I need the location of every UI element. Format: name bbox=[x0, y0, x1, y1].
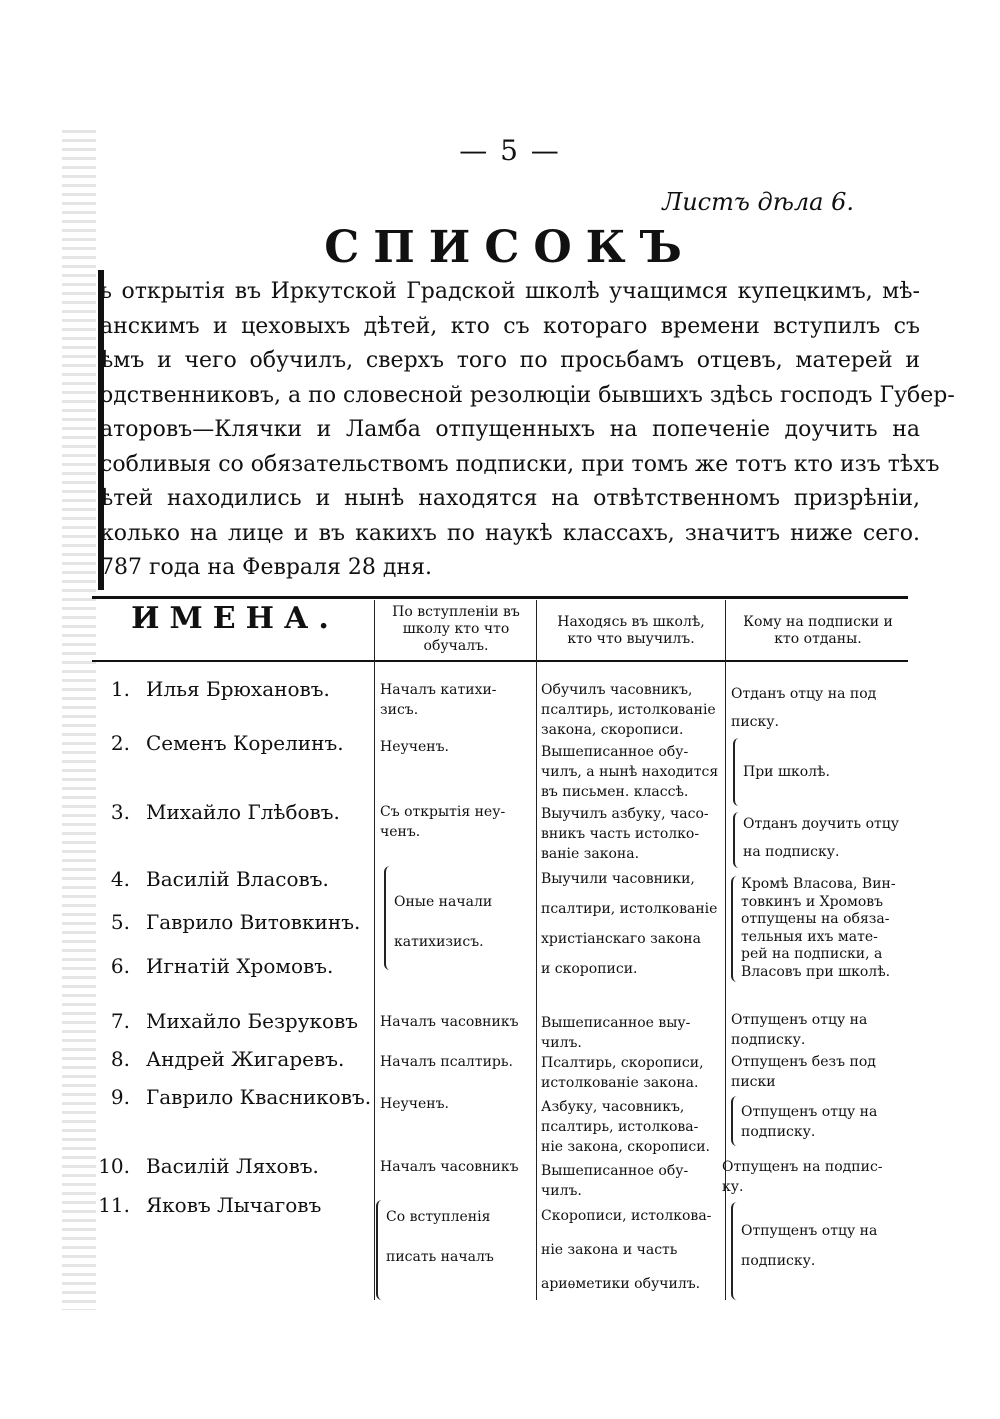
entry-col2: Началъ катихи- зисъ. bbox=[380, 682, 497, 718]
entry-col2: Началъ псалтирь. bbox=[380, 1054, 513, 1070]
student-name: Гаврило Квасниковъ. bbox=[146, 1085, 372, 1109]
entry-col4: Отданъ отцу на под писку. bbox=[731, 686, 877, 730]
entry-col4: При школѣ. bbox=[743, 764, 830, 780]
row-number: 11. bbox=[98, 1193, 130, 1217]
column-divider bbox=[374, 600, 375, 1300]
brace bbox=[733, 738, 741, 806]
entry-col4: Отпущенъ отцу на подписку. bbox=[731, 1012, 868, 1048]
brace bbox=[731, 1202, 739, 1300]
intro-line: ѣмъ и чего обучилъ, сверхъ того по просьбамъ отцевъ, матерей и bbox=[100, 348, 920, 373]
intro-line: 787 года на Февраля 28 дня. bbox=[100, 555, 432, 580]
intro-line: аторовъ—Клячки и Ламба отпущенныхъ на попеченіе доучить на bbox=[100, 417, 920, 442]
student-name: Гаврило Витовкинъ. bbox=[146, 910, 361, 934]
row-number: 5. bbox=[110, 910, 130, 934]
header-col2: По вступленіи въ школу кто что обучалъ. bbox=[392, 604, 520, 654]
row-number: 8. bbox=[110, 1047, 130, 1071]
intro-line: ь открытія въ Иркутской Градской школѣ учащимся купецкимъ, мѣ- bbox=[100, 279, 920, 304]
table-header-rule bbox=[92, 660, 908, 662]
entry-col2: Со вступленія писать началъ bbox=[386, 1209, 494, 1265]
row-number: 7. bbox=[110, 1009, 130, 1033]
header-names: ИМЕНА. bbox=[131, 601, 339, 636]
row-number: 10. bbox=[98, 1154, 130, 1178]
intro-line: колько на лице и въ какихъ по наукѣ классахъ, значитъ ниже сего. bbox=[100, 520, 920, 546]
brace bbox=[376, 1200, 384, 1300]
student-name: Василій Ляховъ. bbox=[146, 1154, 319, 1178]
entry-col3: Скорописи, истолкова- ніе закона и часть ариѳметики обучилъ. bbox=[541, 1208, 712, 1292]
brace bbox=[384, 866, 392, 970]
entry-col3: Выучили часовники, псалтири, истолкованіе христіанскаго закона и скорописи. bbox=[541, 871, 718, 977]
entry-col4: Отпущенъ отцу на подписку. bbox=[741, 1104, 878, 1140]
row-number: 4. bbox=[110, 867, 130, 891]
entry-col3: Азбуку, часовникъ, псалтирь, истолкова- ніе закона, скорописи. bbox=[541, 1099, 710, 1155]
entry-col3: Выучилъ азбуку, часо- вникъ часть истолко- ваніе закона. bbox=[541, 806, 709, 862]
entry-col4: Отданъ доучить отцу на подписку. bbox=[743, 816, 899, 860]
student-name: Михайло Глѣбовъ. bbox=[146, 800, 340, 824]
student-name: Семенъ Корелинъ. bbox=[146, 731, 344, 755]
entry-col4: Отпущенъ безъ под писки bbox=[731, 1054, 876, 1090]
student-name: Андрей Жигаревъ. bbox=[146, 1047, 345, 1071]
student-name: Яковъ Лычаговъ bbox=[146, 1193, 322, 1217]
brace bbox=[731, 876, 739, 982]
student-name: Игнатій Хромовъ. bbox=[146, 954, 334, 978]
header-col4: Кому на подписки и кто отданы. bbox=[743, 614, 893, 647]
entry-col3: Вышеписанное выу- чилъ. bbox=[541, 1015, 691, 1051]
row-number: 9. bbox=[110, 1085, 130, 1109]
entry-col2: Началъ часовникъ bbox=[380, 1159, 519, 1175]
table-top-rule bbox=[92, 596, 908, 599]
entry-col2: Началъ часовникъ bbox=[380, 1014, 519, 1030]
row-number: 6. bbox=[110, 954, 130, 978]
entry-col2: Оные начали катихизисъ. bbox=[394, 894, 493, 950]
document-title: СПИСОКЪ bbox=[324, 222, 696, 273]
intro-line: ѣтей находились и нынѣ находятся на отвѣтственномъ призрѣніи, bbox=[100, 486, 920, 511]
entry-col4: Отпущенъ отцу на подписку. bbox=[741, 1223, 878, 1269]
page-number: — 5 — bbox=[459, 134, 561, 167]
student-name: Михайло Безруковъ bbox=[146, 1009, 358, 1033]
row-number: 1. bbox=[110, 677, 130, 701]
entry-col2: Неученъ. bbox=[380, 1096, 449, 1112]
entry-col3: Обучилъ часовникъ, псалтирь, истолкованіе закона, скорописи. bbox=[541, 682, 716, 738]
intro-paragraph bbox=[100, 275, 955, 586]
row-number: 3. bbox=[110, 800, 130, 824]
student-name: Василій Власовъ. bbox=[146, 867, 329, 891]
row-number: 2. bbox=[110, 731, 130, 755]
entry-col3: Вышеписанное обу- чилъ, а нынѣ находится въ письмен. классѣ. bbox=[541, 744, 719, 800]
entry-col2: Неученъ. bbox=[380, 739, 449, 755]
intro-line: одственниковъ, а по словесной резолюціи бывшихъ здѣсь господъ Губер- bbox=[100, 382, 955, 408]
entry-col2: Съ открытія неу- ченъ. bbox=[380, 804, 506, 840]
student-name: Илья Брюхановъ. bbox=[146, 677, 330, 701]
entry-col4: Отпущенъ на подпис- ку. bbox=[722, 1159, 883, 1195]
scan-edge-noise bbox=[62, 130, 96, 1310]
intro-line: анскимъ и цеховыхъ дѣтей, кто съ котораго времени вступилъ съ bbox=[100, 313, 920, 339]
brace bbox=[733, 812, 741, 868]
intro-line: собливыя со обязательствомъ подписки, при томъ же тотъ кто изъ тѣхъ bbox=[100, 451, 940, 477]
header-col3: Находясь въ школѣ, кто что выучилъ. bbox=[557, 614, 705, 647]
sheet-reference: Листъ дѣла 6. bbox=[662, 188, 854, 216]
entry-col3: Псалтирь, скорописи, истолкованіе закона. bbox=[541, 1055, 704, 1091]
entry-col3: Вышеписанное обу- чилъ. bbox=[541, 1163, 689, 1199]
entry-col4: Кромѣ Власова, Вин- товкинъ и Хромовъ отпущены на обяза- тельныя ихъ мате- рей на подписки, а Власовъ при школѣ. bbox=[741, 876, 896, 980]
brace bbox=[731, 1096, 739, 1146]
